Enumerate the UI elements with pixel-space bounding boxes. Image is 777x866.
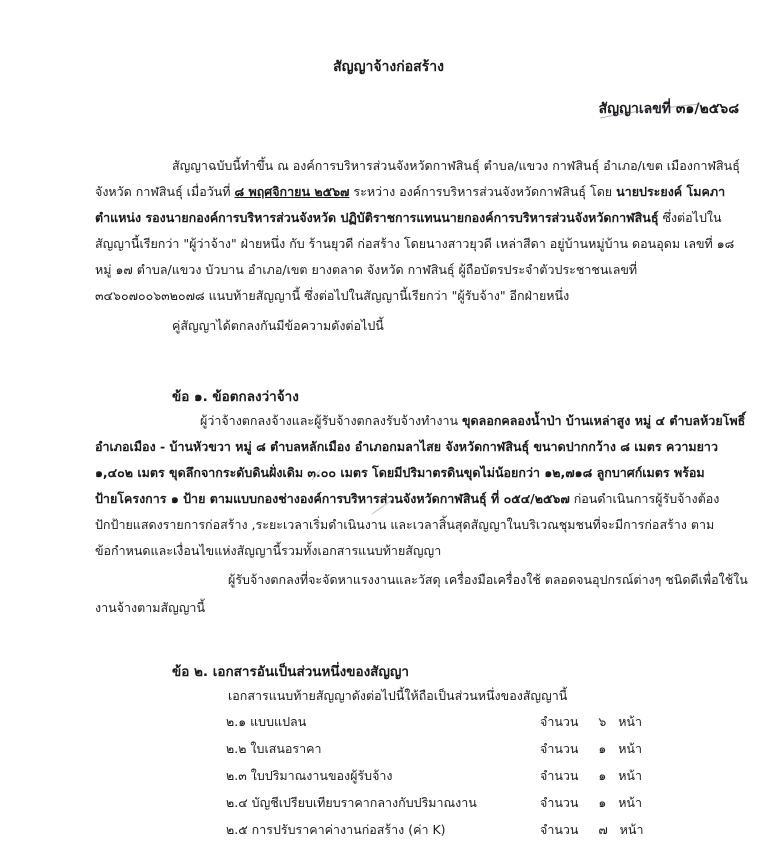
qty-label: จำนวน (540, 822, 579, 837)
qty-unit: หน้า (618, 714, 642, 729)
intro-line-6: ๓๔๖๐๗๐๐๖๓๒๐๗๘ แนบท้ายสัญญานี้ ซึ่งต่อไปในสัญญานี้เรียกว่า "ผู้รับจ้าง" อีกฝ่ายหนึ่ง (95, 288, 570, 303)
work-description: ขุดลอกคลองน้ำป่า บ้านเหล่าสูง หมู่ ๔ ตำบลห้วยโพธิ์ (462, 413, 746, 428)
contract-number: สัญญาเลขที่ ๓๑/๒๕๖๘ (598, 101, 739, 117)
clause-1-line-3: ๑,๔๐๒ เมตร ขุดลึกจากระดับดินฝั่งเดิม ๓.๐๐ เมตร โดยมีปริมาตรดินขุดไม่น้อยกว่า ๑๒,๗๑๘ ลูกบาศก์เมตร พร้อม (95, 465, 705, 480)
qty-value: ๑ (598, 795, 607, 810)
clause-2-intro: เอกสารแนบท้ายสัญญาดังต่อไปนี้ให้ถือเป็นส่วนหนึ่งของสัญญานี้ (228, 688, 568, 703)
clause-1-lead: ผู้ว่าจ้างตกลงจ้างและผู้รับจ้างตกลงรับจ้างทำงาน (200, 413, 459, 428)
attachment-label: ๒.๓ ใบปริมาณงานของผู้รับจ้าง (226, 768, 393, 783)
qty-unit: หน้า (619, 822, 644, 837)
qty-label: จำนวน (540, 714, 579, 729)
clause-1-line-8: งานจ้างตามสัญญานี้ (95, 600, 205, 615)
clause-1-line-5: ปักป้ายแสดงรายการก่อสร้าง ,ระยะเวลาเริ่มดำเนินงาน และเวลาสิ้นสุดสัญญาในบริเวณชุมชนที่จะมีการก่อสร้าง ตาม (95, 517, 715, 532)
intro-line-3-tail: ซึ่งต่อไปใน (662, 210, 722, 225)
attachment-label: ๒.๒ ใบเสนอราคา (226, 741, 322, 756)
qty-unit: หน้า (618, 741, 642, 756)
attachment-label: ๒.๑ แบบแปลน (226, 714, 307, 729)
intro-line-1: สัญญาฉบับนี้ทำขึ้น ณ องค์การบริหารส่วนจังหวัดกาฬสินธุ์ ตำบล/แขวง กาฬสินธุ์ อำเภอ/เขต เมืองกาฬสินธุ์ (172, 158, 740, 173)
attachment-label: ๒.๕ การปรับราคาค่างานก่อสร้าง (ค่า K) (226, 822, 446, 837)
qty-value: ๑ (598, 768, 607, 783)
intro-parties: ระหว่าง องค์การบริหารส่วนจังหวัดกาฬสินธุ์ โดย (353, 184, 613, 199)
clause-1-line-4-tail: ก่อนดำเนินการผู้รับจ้างต้อง (573, 491, 720, 506)
intro-line-5: หมู่ ๑๗ ตำบล/แขวง บัวบาน อำเภอ/เขต ยางตลาด จังหวัด กาฬสินธุ์ ผู้ถือบัตรประจำตัวประชาชนเลขที่ (95, 262, 638, 277)
project-sign-spec: ป้ายโครงการ ๑ ป้าย ตามแบบกองช่างองค์การบริหารส่วนจังหวัดกาฬสินธุ์ ที่ ๐๕๔/๒๕๖๗ (95, 491, 570, 506)
clause-1-line-2: อำเภอเมือง - บ้านหัวขวา หมู่ ๘ ตำบลหลักเมือง อำเภอกมลาไสย จังหวัดกาฬสินธุ์ ขนาดปากกว้าง ๘ เมตร ความยาว (95, 439, 718, 454)
signatory-name: นายประยงค์ โมคภา (616, 184, 726, 199)
qty-label: จำนวน (540, 795, 579, 810)
intro-line-7: คู่สัญญาได้ตกลงกันมีข้อความดังต่อไปนี้ (172, 318, 384, 333)
intro-line-4: สัญญานี้เรียกว่า "ผู้ว่าจ้าง" ฝ่ายหนึ่ง กับ ร้านยุวดี ก่อสร้าง โดยนางสาวยุวดี เหล่าสีดา อยู่บ้านหมู่บ้าน ดอนอุดม เลขที่ ๑๘ (95, 236, 735, 251)
clause-1-heading: ข้อ ๑. ข้อตกลงว่าจ้าง (172, 389, 299, 405)
clause-1-line-7: ผู้รับจ้างตกลงที่จะจัดหาแรงงานและวัสดุ เครื่องมือเครื่องใช้ ตลอดจนอุปกรณ์ต่างๆ ชนิดดีเพื่อใช้ใน (228, 572, 748, 587)
intro-date-prefix: จังหวัด กาฬสินธุ์ เมื่อวันที่ (95, 184, 231, 199)
qty-label: จำนวน (540, 768, 579, 783)
qty-label: จำนวน (540, 741, 579, 756)
qty-unit: หน้า (618, 795, 642, 810)
clause-2-heading: ข้อ ๒. เอกสารอันเป็นส่วนหนึ่งของสัญญา (172, 664, 410, 680)
qty-value: ๗ (598, 822, 608, 837)
attachment-label: ๒.๔ บัญชีเปรียบเทียบราคากลางกับปริมาณงาน (226, 795, 477, 810)
qty-value: ๑ (598, 741, 607, 756)
signatory-position: ตำแหน่ง รองนายกองค์การบริหารส่วนจังหวัด ปฏิบัติราชการแทนนายกองค์การบริหารส่วนจังหวัดกาฬสินธุ์ (95, 210, 659, 225)
qty-value: ๖ (598, 714, 607, 729)
clause-1-line-6: ข้อกำหนดและเงื่อนไขแห่งสัญญานี้รวมทั้งเอกสารแนบท้ายสัญญา (95, 543, 442, 558)
contract-date: ๘ พฤศจิกายน ๒๕๖๗ (234, 184, 350, 199)
qty-unit: หน้า (618, 768, 642, 783)
document-title: สัญญาจ้างก่อสร้าง (333, 59, 444, 75)
